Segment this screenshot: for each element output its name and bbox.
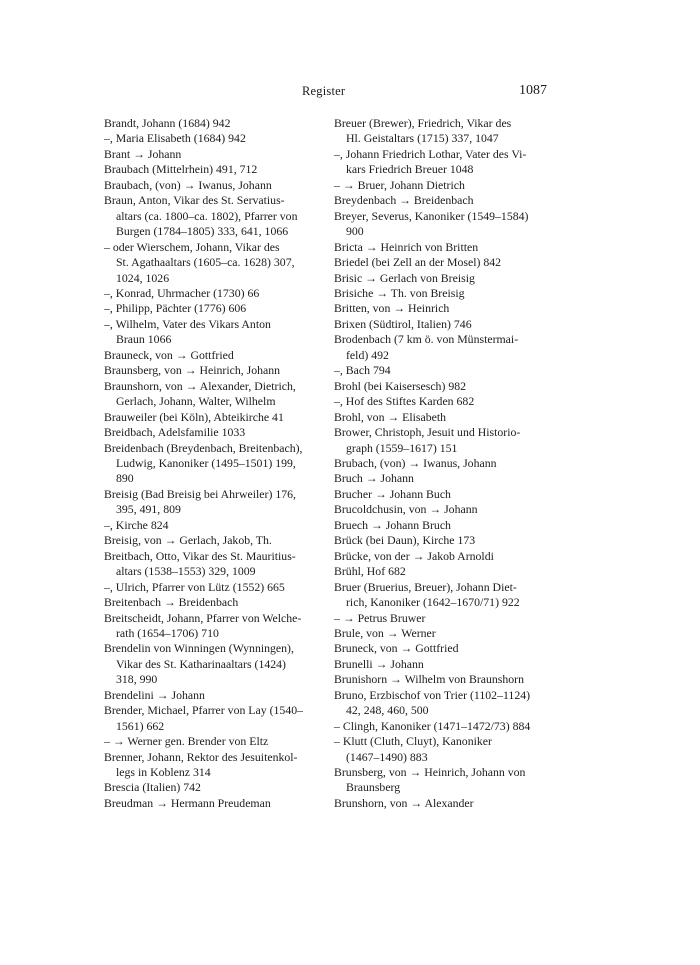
index-entry: Breuer (Brewer), Friedrich, Vikar des Hl. Geistaltars (1715) 337, 1047: [334, 116, 512, 146]
page-number: 1087: [519, 83, 547, 98]
index-entry: Brohl (bei Kaisersesch) 982: [334, 378, 467, 393]
index-entry: Breyer, Severus, Kanoniker (1549–1584) 900: [334, 208, 529, 239]
index-entry: Brisic → Gerlach von Breisig: [334, 270, 475, 285]
index-entry: Bruer (Bruerius, Breuer), Johann Diet- rich, Kanoniker (1642–1670/71) 922: [334, 579, 520, 610]
index-entry: Brunsberg, von → Heinrich, Johann von Braunsberg: [334, 765, 526, 795]
index-entry: – → Petrus Bruwer: [334, 610, 426, 625]
index-entry: Brodenbach (7 km ö. von Münstermai- feld) 492: [334, 332, 519, 362]
index-entry: Braubach, (von) → Iwanus, Johann: [104, 177, 272, 192]
index-entry: Braubach (Mittelrhein) 491, 712: [104, 162, 258, 177]
index-entry: Brendelin von Winningen (Wynningen), Vikar des St. Katharinaaltars (1424) 318, 990: [104, 641, 294, 687]
index-entry: Brucoldchusin, von → Johann: [334, 502, 478, 517]
index-entry: Breitenbach → Breidenbach: [104, 595, 239, 610]
index-entry: –, Kirche 824: [104, 517, 169, 532]
index-entry: Brant → Johann: [104, 146, 182, 161]
index-entry: Bruech → Johann Bruch: [334, 517, 451, 532]
index-entry: –, Ulrich, Pfarrer von Lütz (1552) 665: [104, 579, 285, 594]
index-entry: –, Maria Elisabeth (1684) 942: [104, 131, 246, 146]
index-entry: Braunshorn, von → Alexander, Dietrich, Gerlach, Johann, Walter, Wilhelm: [104, 378, 296, 409]
index-entry: Brubach, (von) → Iwanus, Johann: [334, 455, 497, 470]
index-entry: Brohl, von → Elisabeth: [334, 409, 447, 424]
index-entry: Brisiche → Th. von Breisig: [334, 285, 465, 300]
index-entry: Bruno, Erzbischof von Trier (1102–1124) 42, 248, 460, 500: [334, 687, 531, 718]
index-entry: –, Konrad, Uhrmacher (1730) 66: [104, 285, 260, 300]
index-entry: –, Hof des Stiftes Karden 682: [334, 394, 475, 409]
index-column-right: [334, 116, 552, 811]
index-entry: – Clingh, Kanoniker (1471–1472/73) 884: [334, 718, 531, 733]
index-entry: Brühl, Hof 682: [334, 564, 406, 579]
index-entry: Bruch → Johann: [334, 471, 414, 486]
index-entry: Brixen (Südtirol, Italien) 746: [334, 316, 472, 331]
index-entry: Brender, Michael, Pfarrer von Lay (1540– 1561) 662: [104, 703, 304, 733]
running-head: [0, 84, 700, 104]
index-entry: Breitscheidt, Johann, Pfarrer von Welche- rath (1654–1706) 710: [104, 610, 302, 640]
index-entry: Brandt, Johann (1684) 942: [104, 116, 231, 130]
index-entry: – → Bruer, Johann Dietrich: [334, 177, 465, 192]
index-entry: Breydenbach → Breidenbach: [334, 193, 474, 208]
index-entry: Brunishorn → Wilhelm von Braunshorn: [334, 672, 525, 687]
index-entry: – → Werner gen. Brender von Eltz: [104, 734, 269, 749]
index-entry: Breisig (Bad Breisig bei Ahrweiler) 176, 395, 491, 809: [104, 486, 296, 517]
index-entry: Brück (bei Daun), Kirche 173: [334, 533, 476, 548]
index-entry: Brauneck, von → Gottfried: [104, 347, 234, 362]
index-entry: – Klutt (Cluth, Cluyt), Kanoniker (1467–1490) 883: [334, 734, 492, 764]
index-entry: Brenner, Johann, Rektor des Jesuitenkol- legs in Koblenz 314: [104, 749, 298, 780]
index-entry: Breidenbach (Breydenbach, Breitenbach), Ludwig, Kanoniker (1495–1501) 199, 890: [104, 440, 303, 486]
index-entry: Brucher → Johann Buch: [334, 486, 451, 501]
index-entry: Brauweiler (bei Köln), Abteikirche 41: [104, 409, 284, 424]
index-entry: Brunshorn, von → Alexander: [334, 795, 474, 810]
index-entry: Bruneck, von → Gottfried: [334, 641, 459, 656]
index-entry: –, Johann Friedrich Lothar, Vater des Vi- kars Friedrich Breuer 1048: [334, 146, 527, 177]
index-entry: Brendelini → Johann: [104, 687, 205, 702]
index-entry: Brule, von → Werner: [334, 625, 436, 640]
index-entry: Breisig, von → Gerlach, Jakob, Th.: [104, 533, 272, 548]
index-entry: Braun, Anton, Vikar des St. Servatius- altars (ca. 1800–ca. 1802), Pfarrer von Burgen (1784–1805) 333, 641, 1066: [104, 193, 298, 239]
index-entry: Breudman → Hermann Preudeman: [104, 795, 271, 810]
index-entry: Briedel (bei Zell an der Mosel) 842: [334, 255, 502, 270]
index-entry: –, Wilhelm, Vater des Vikars Anton Braun 1066: [104, 316, 271, 347]
index-entry: Brunelli → Johann: [334, 656, 424, 671]
index-entry: Brescia (Italien) 742: [104, 780, 201, 795]
running-title: Register: [302, 84, 346, 98]
index-entry: Brücke, von der → Jakob Arnoldi: [334, 548, 494, 563]
index-entry: Breidbach, Adelsfamilie 1033: [104, 425, 246, 440]
index-entry: Breitbach, Otto, Vikar des St. Mauritius- altars (1538–1553) 329, 1009: [104, 548, 296, 579]
index-entry: Brower, Christoph, Jesuit und Historio- graph (1559–1617) 151: [334, 425, 521, 455]
index-entry: –, Bach 794: [334, 363, 391, 378]
index-entry: Bricta → Heinrich von Britten: [334, 239, 479, 254]
index-entry: Braunsberg, von → Heinrich, Johann: [104, 363, 281, 378]
index-entry: – oder Wierschem, Johann, Vikar des St. Agathaaltars (1605–ca. 1628) 307, 1024, 1026: [104, 239, 295, 285]
index-entry: Britten, von → Heinrich: [334, 301, 450, 316]
index-column-left: [104, 116, 322, 811]
index-entry: –, Philipp, Pächter (1776) 606: [104, 301, 247, 316]
